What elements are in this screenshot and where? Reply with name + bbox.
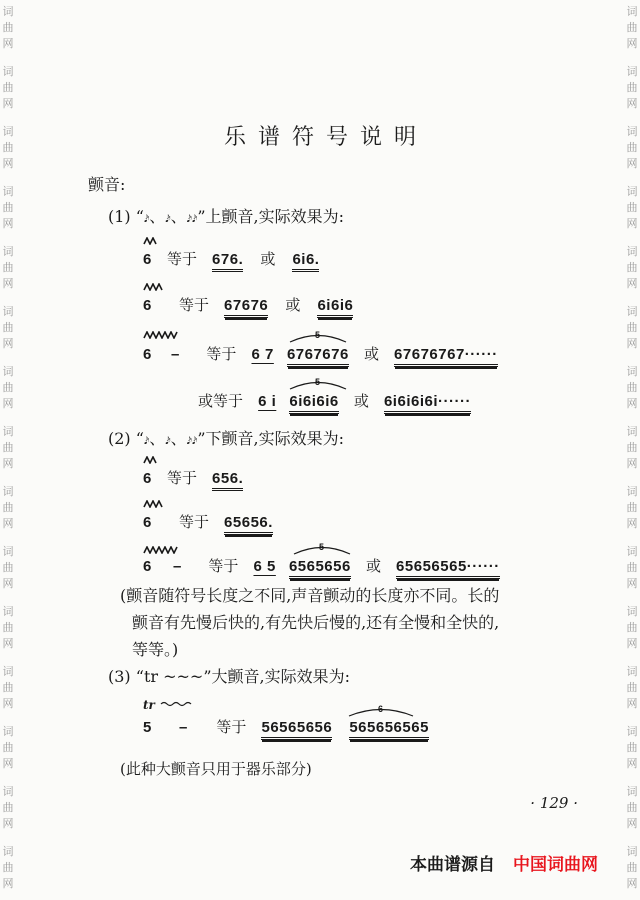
- or-label: 或: [365, 557, 381, 575]
- watermark-text: 词 曲 网: [626, 605, 638, 650]
- item2-row2: [143, 511, 273, 532]
- result-notes: 656.: [212, 470, 243, 491]
- equals-label: 等于: [178, 296, 209, 314]
- note-line: 颤音有先慢后快的,有先快后慢的,还有全慢和全快的,: [132, 613, 500, 632]
- source-site-link[interactable]: 中国词曲网: [513, 855, 598, 874]
- alt-result-notes: 65656565······: [396, 558, 500, 579]
- item1-heading: [108, 204, 344, 227]
- equals-label: 等于: [208, 557, 239, 575]
- watermark-text: 词 曲 网: [626, 305, 638, 350]
- watermark-text: 词 曲 网: [626, 365, 638, 410]
- result-notes-a: 6 7: [251, 346, 274, 363]
- section-heading: 颤音:: [88, 175, 126, 194]
- watermark-text: 词 曲 网: [626, 665, 638, 710]
- item2-marker: (2): [108, 429, 131, 448]
- trill-note: 6: [143, 514, 152, 531]
- tuplet-number: 5: [315, 330, 321, 340]
- watermark-text: 词 曲 网: [2, 725, 14, 770]
- watermark-text: 词 曲 网: [626, 5, 638, 50]
- item2-heading-text: “𝆔、𝆔、𝆔𝆔”下颤音,实际效果为:: [135, 429, 344, 448]
- result-notes-b: 6565656: [289, 558, 351, 579]
- result-notes: 56565656: [261, 719, 332, 740]
- result-notes: 676.: [212, 251, 243, 272]
- trill-note: 6: [143, 297, 152, 314]
- note-line: 等等。): [132, 640, 179, 659]
- alt-result-notes: 565656565: [349, 719, 429, 740]
- trill-tr-mark: tr: [143, 698, 155, 712]
- result-notes: 65656.: [224, 514, 273, 535]
- mordent-short-icon: [143, 237, 157, 245]
- trill-note: 5: [143, 719, 152, 736]
- mordent-medium-icon: [143, 283, 163, 291]
- watermark-text: 词 曲 网: [2, 605, 14, 650]
- equals-label: 等于: [216, 718, 247, 736]
- watermark-text: 词 曲 网: [626, 425, 638, 470]
- source-credit: [410, 850, 598, 875]
- alt-result-notes: 67676767······: [394, 346, 498, 367]
- watermark-text: 词 曲 网: [626, 485, 638, 530]
- sustain-dash: –: [170, 346, 180, 363]
- watermark-text: 词 曲 网: [2, 425, 14, 470]
- trill-note: 6: [143, 558, 152, 575]
- item2-note: [120, 582, 499, 663]
- alt-result-notes: 6i6i6: [317, 297, 353, 318]
- tuplet-number: 5: [315, 377, 321, 387]
- result-notes-a: 6 5: [253, 558, 276, 575]
- watermark-text: 词 曲 网: [2, 245, 14, 290]
- watermark-text: 词 曲 网: [2, 365, 14, 410]
- or-label: 或: [285, 296, 301, 314]
- item1-row3: [143, 343, 498, 364]
- source-label: 本曲谱源自: [410, 855, 495, 874]
- watermark-text: 词 曲 网: [2, 125, 14, 170]
- watermark-text: 词 曲 网: [2, 665, 14, 710]
- or-label: 或: [363, 345, 379, 363]
- watermark-text: 词 曲 网: [2, 305, 14, 350]
- item3-remark: (此种大颤音只用于器乐部分): [120, 760, 312, 778]
- note-line: (颤音随符号长度之不同,声音颤动的长度亦不同。长的: [120, 586, 500, 605]
- watermark-text: 词 曲 网: [626, 125, 638, 170]
- trill-note: 6: [143, 470, 152, 487]
- result-notes-a: 6 i: [258, 393, 277, 410]
- trill-wave-icon: [160, 701, 192, 707]
- page-number: · 129 ·: [530, 794, 578, 812]
- watermark-text: 词 曲 网: [2, 785, 14, 830]
- alt-result-notes: 6i6i6i6i······: [384, 393, 471, 414]
- sustain-dash: –: [172, 558, 182, 575]
- item3-marker: (3): [108, 667, 131, 686]
- page-title: 乐谱符号说明: [223, 125, 428, 150]
- result-notes-b: 6767676: [287, 346, 349, 367]
- item1-row1: [143, 248, 319, 269]
- watermark-text: 词 曲 网: [626, 245, 638, 290]
- sustain-dash: –: [178, 719, 188, 736]
- watermark-text: 词 曲 网: [626, 65, 638, 110]
- tuplet-number: 5: [319, 542, 325, 552]
- item2-heading: [108, 426, 344, 449]
- item3-heading: [108, 664, 350, 687]
- item1-heading-text: “𝆔、𝆔、𝆔𝆔”上颤音,实际效果为:: [135, 207, 344, 226]
- item2-row3: [143, 555, 500, 576]
- mordent-long-icon: [143, 546, 179, 554]
- item1-row4: [198, 390, 471, 411]
- trill-note: 6: [143, 251, 152, 268]
- watermark-text: 词 曲 网: [626, 725, 638, 770]
- watermark-text: 词 曲 网: [626, 545, 638, 590]
- watermark-text: 词 曲 网: [626, 185, 638, 230]
- item2-row1: [143, 467, 243, 488]
- equals-label: 等于: [206, 345, 237, 363]
- trill-note: 6: [143, 346, 152, 363]
- watermark-text: 词 曲 网: [2, 485, 14, 530]
- equals-label: 等于: [178, 513, 209, 531]
- watermark-text: 词 曲 网: [2, 545, 14, 590]
- item3-heading-text: “tr ~~~”大颤音,实际效果为:: [135, 667, 350, 686]
- item3-row: [143, 716, 429, 737]
- equals-label: 等于: [166, 250, 197, 268]
- item1-row2: [143, 294, 353, 315]
- watermark-text: 词 曲 网: [2, 5, 14, 50]
- watermark-text: 词 曲 网: [2, 845, 14, 890]
- watermark-text: 词 曲 网: [2, 185, 14, 230]
- watermark-text: 词 曲 网: [626, 785, 638, 830]
- result-notes-b: 6i6i6i6: [289, 393, 338, 414]
- or-equals-label: 或等于: [198, 392, 244, 410]
- tuplet-number: 6: [378, 704, 384, 714]
- mordent-medium-icon: [143, 500, 163, 508]
- watermark-text: 词 曲 网: [2, 65, 14, 110]
- mordent-long-icon: [143, 331, 179, 339]
- watermark-text: 词 曲 网: [626, 845, 638, 890]
- or-label: 或: [353, 392, 369, 410]
- item1-marker: (1): [108, 207, 131, 226]
- mordent-short-icon: [143, 456, 157, 464]
- alt-result-notes: 6i6.: [292, 251, 319, 272]
- or-label: 或: [260, 250, 276, 268]
- result-notes: 67676: [224, 297, 268, 318]
- equals-label: 等于: [166, 469, 197, 487]
